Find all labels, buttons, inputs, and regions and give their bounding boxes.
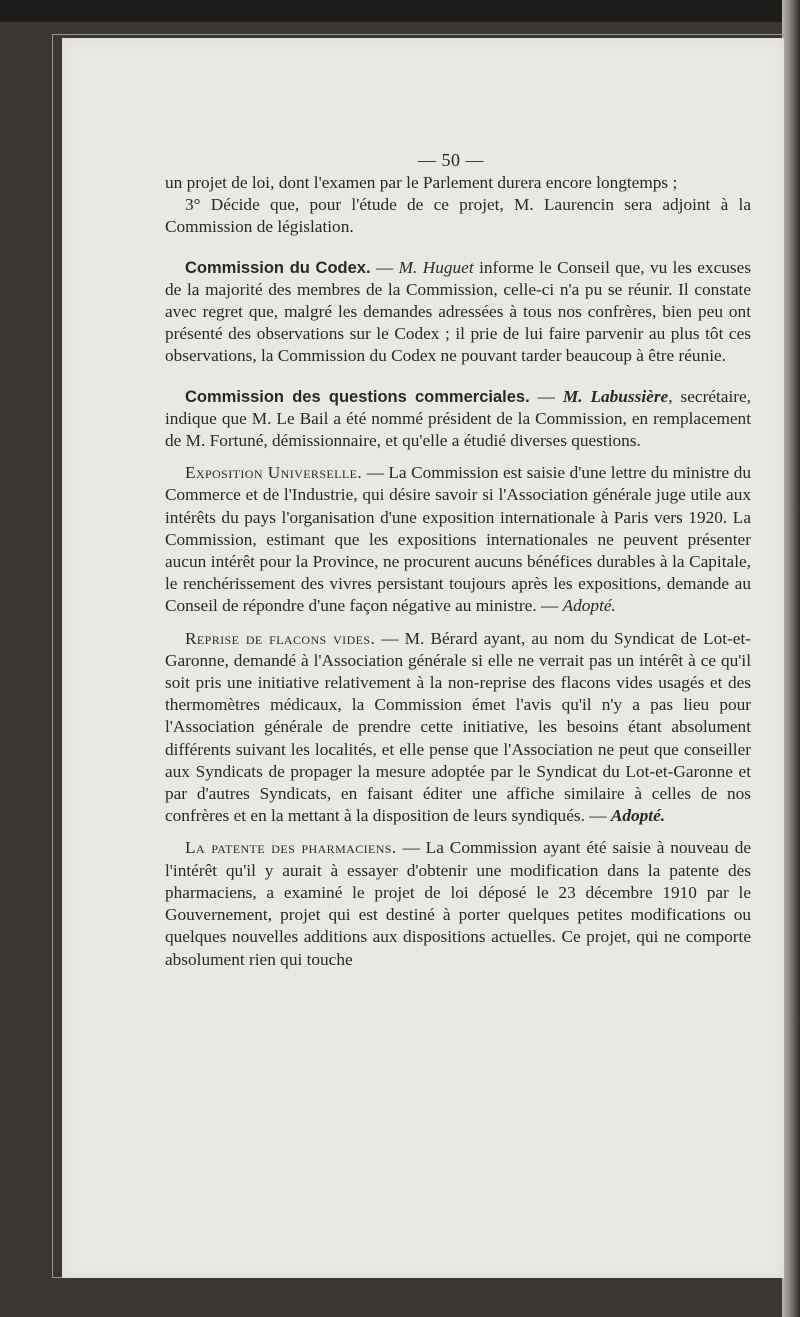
subsection-title-patente: La patente des pharmaciens. <box>185 838 397 858</box>
paragraph-text: informe le Conseil que, vu les excuses de la majorité des membres de la Commission, celle-ci n'a pu se réunir. Il constate avec regret que, malgré les demandes adressées à tous nos confrères, bien peu ont présenté des observations sur le Codex ; il prie de lui faire parvenir au plus tôt ces observations, la Commission du Codex ne pouvant tarder beaucoup à être réunie. <box>165 257 752 366</box>
paragraph-exposition <box>165 462 751 617</box>
scan-right-edge <box>782 0 800 1317</box>
paragraph-continuation: un projet de loi, dont l'examen par le Parlement durera encore longtemps ; <box>165 173 678 192</box>
paragraph-text: — M. Bérard ayant, au nom du Syndicat de Lot-et-Garonne, demandé à l'Association générale si elle ne verrait pas un intérêt à ce qu'il soit pris une initiative relativement à la non-reprise des flacons vides usagés et des thermomètres médicaux, la Commission émet l'avis qu'il n'y a pas lieu pour l'Association générale de prendre cette initiative, les besoins étant absolument différents suivant les localités, et elle pense que l'Association ne peut que conseiller aux Syndicats de propager la mesure adoptée par le Syndicat du Lot-et-Garonne et par d'autres Syndicats, en faisant éditer une affiche similaire à celles de nos confrères et en la mettant à la disposition de leurs syndiqués. — <box>165 628 751 826</box>
scan-top-edge <box>0 0 800 22</box>
paragraph-commission-commerciales <box>165 386 751 453</box>
paragraph-text: — La Commission ayant été saisie à nouveau de l'intérêt qu'il y aurait à essayer d'obtenir une modification dans la patente des pharmaciens, a examiné le projet de loi déposé le 23 décembre 1910 par le Gouvernement, projet qui est destiné à porter quelques petites modifications ou quelques nouvelles additions aux dispositions actuelles. Ce projet, qui ne comporte absolument rien qui touche <box>165 838 752 969</box>
paragraph-flacons <box>165 628 751 828</box>
paragraph-text: — La Commission est saisie d'une lettre du ministre du Commerce et de l'Industrie, qui désire savoir si l'Association générale juge utile aux intérêts du pays l'organisation d'une exposition internationale à Paris vers 1920. La Commission, estimant que les expositions internationales ne peuvent présenter aucun intérêt pour la Province, ne procurent aucuns bénéfices durables à la Capitale, le renchérissement des vivres persistant toujours après les expositions, demande au Conseil de répondre d'une façon négative au ministre. — <box>165 463 751 616</box>
dash: — <box>370 257 399 277</box>
document-body <box>165 148 751 971</box>
page-number: — 50 — <box>418 150 484 170</box>
subsection-title-exposition: Exposition Universelle. <box>185 463 363 483</box>
paragraph-text: , secrétaire, indique que M. Le Bail a été nommé président de la Commission, en remplacement de M. Fortuné, démissionnaire, et qu'elle a étudié diverses questions. <box>165 386 752 451</box>
paragraph-commission-codex <box>165 257 751 368</box>
paragraph-patente <box>165 837 751 970</box>
section-heading-codex: Commission du Codex. <box>185 258 371 277</box>
section-heading-commerciales: Commission des questions commerciales. <box>185 387 530 406</box>
dash: — <box>529 386 563 406</box>
speaker-name: M. Labussière <box>562 386 669 406</box>
speaker-name: M. Huguet <box>398 257 474 277</box>
verdict: Adopté. <box>562 596 616 616</box>
verdict: Adopté. <box>610 806 666 826</box>
subsection-title-flacons: Reprise de flacons vides. <box>185 628 376 648</box>
paragraph-decision-3: 3° Décide que, pour l'étude de ce projet, M. Laurencin sera adjoint à la Commission de législation. <box>165 195 751 237</box>
